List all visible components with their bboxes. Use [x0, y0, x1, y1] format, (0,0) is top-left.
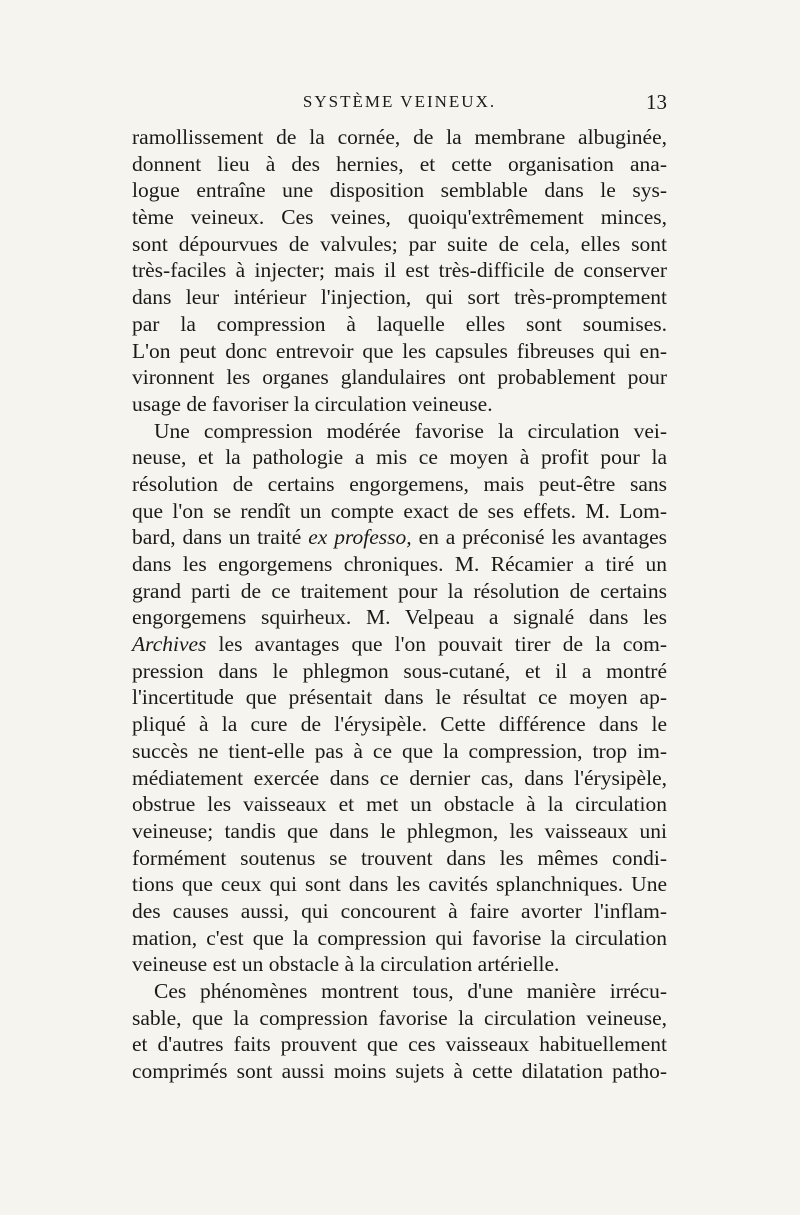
text-line: grand parti de ce traitement pour la résolution de certains — [132, 578, 667, 603]
text-line: donnent lieu à des hernies, et cette organisation ana- — [132, 151, 667, 176]
text-line: vironnent les organes glandulaires ont probablement pour — [132, 365, 667, 390]
text-line: Une compression modérée favorise la circulation vei- — [154, 418, 667, 443]
text-line: ramollissement de la cornée, de la membrane albuginée, — [132, 125, 667, 149]
text-line: dans les engorgemens chroniques. M. Récamier a tiré un — [132, 552, 667, 576]
italic-term: ex professo, — [308, 525, 412, 550]
text-line: veineuse est un obstacle à la circulation artérielle. — [132, 952, 560, 977]
text-line: tème veineux. Ces veines, quoiqu'extrêmement minces, — [132, 205, 667, 230]
text-line: par la compression à laquelle elles sont soumises. — [132, 311, 667, 336]
text-line: résolution de certains engorgemens, mais peut-être sans — [132, 471, 667, 496]
text-line — [132, 631, 667, 658]
running-head — [132, 92, 667, 122]
text-segment: les avantages que l'on pouvait tirer de la com- — [206, 632, 667, 657]
text-line: tions que ceux qui sont dans les cavités splanchniques. Une — [132, 872, 667, 897]
text-line: mation, c'est que la compression qui favorise la circulation — [132, 925, 667, 950]
text-line: usage de favoriser la circulation veineuse. — [132, 391, 493, 416]
text-line: engorgemens squirheux. M. Velpeau a signalé dans les — [132, 605, 667, 630]
text-segment: bard, dans un traité — [132, 525, 309, 550]
text-line: L'on peut donc entrevoir que les capsules fibreuses qui en- — [132, 338, 667, 363]
text-segment: en a préconisé les avantages — [411, 525, 668, 550]
text-line: que l'on se rendît un compte exact de ses effets. M. Lom- — [132, 498, 667, 523]
text-line: obstrue les vaisseaux et met un obstacle à la circulation — [132, 792, 667, 817]
text-line: très-faciles à injecter; mais il est très-difficile de conserver — [132, 258, 667, 283]
italic-term: Archives — [132, 632, 207, 657]
text-line: neuse, et la pathologie a mis ce moyen à profit pour la — [132, 445, 667, 470]
text-line: et d'autres faits prouvent que ces vaisseaux habituellement — [132, 1032, 667, 1057]
text-line: logue entraîne une disposition semblable dans le sys- — [132, 178, 667, 203]
running-title: SYSTÈME VEINEUX. — [302, 92, 497, 111]
text-line: veineuse; tandis que dans le phlegmon, les vaisseaux uni — [132, 818, 667, 843]
text-line: comprimés sont aussi moins sujets à cette dilatation patho- — [132, 1059, 667, 1084]
text-line: dans leur intérieur l'injection, qui sort très-promptement — [132, 285, 667, 310]
text-line — [132, 524, 667, 551]
text-line: pression dans le phlegmon sous-cutané, et il a montré — [132, 658, 667, 683]
text-line: des causes aussi, qui concourent à faire avorter l'inflam- — [132, 898, 667, 923]
text-line: sable, que la compression favorise la circulation veineuse, — [132, 1005, 667, 1030]
page-number: 13 — [646, 90, 667, 114]
text-line: médiatement exercée dans ce dernier cas, dans l'érysipèle, — [132, 765, 667, 790]
body-text — [132, 124, 667, 1085]
text-line: Ces phénomènes montrent tous, d'une manière irrécu- — [154, 979, 667, 1003]
text-line: sont dépourvues de valvules; par suite de cela, elles sont — [132, 231, 667, 256]
text-line: succès ne tient-elle pas à ce que la compression, trop im- — [132, 738, 667, 763]
text-line: pliqué à la cure de l'érysipèle. Cette différence dans le — [132, 712, 667, 737]
text-line: formément soutenus se trouvent dans les mêmes condi- — [132, 845, 667, 870]
text-line: l'incertitude que présentait dans le résultat ce moyen ap- — [132, 685, 667, 710]
